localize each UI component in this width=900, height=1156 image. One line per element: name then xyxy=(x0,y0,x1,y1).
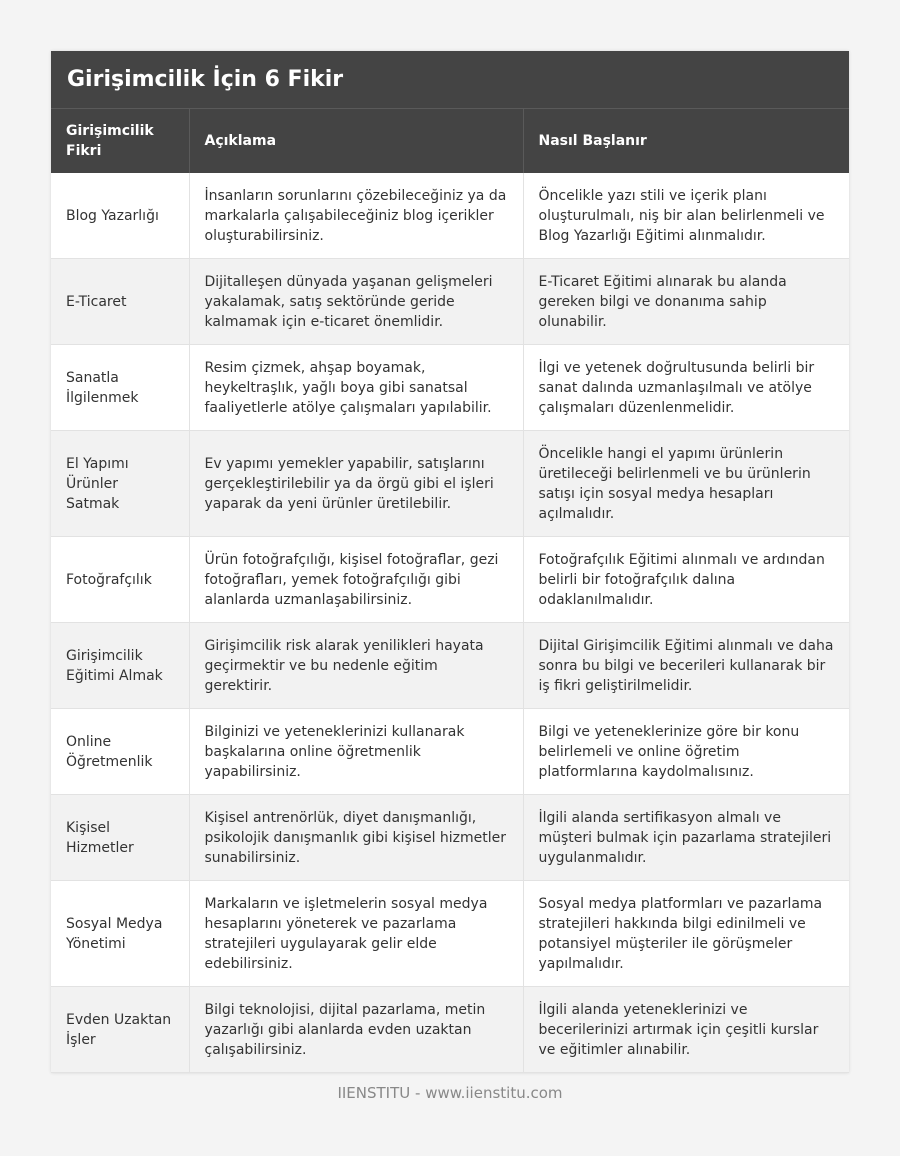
table-row xyxy=(51,881,849,987)
cell-description: Ev yapımı yemekler yapabilir, satışlarını gerçekleştirilebilir ya da örgü gibi el işleri yaparak da yeni ürünler üretilebilir. xyxy=(189,431,523,537)
cell-description: Girişimcilik risk alarak yenilikleri hayata geçirmektir ve bu nedenle eğitim gerektirir. xyxy=(189,623,523,709)
cell-description: Dijitalleşen dünyada yaşanan gelişmeleri yakalamak, satış sektöründe geride kalmamak için e-ticaret önemlidir. xyxy=(189,259,523,345)
cell-how: E-Ticaret Eğitimi alınarak bu alanda gereken bilgi ve donanıma sahip olunabilir. xyxy=(523,259,849,345)
cell-description: Bilgi teknolojisi, dijital pazarlama, metin yazarlığı gibi alanlarda evden uzaktan çalışabilirsiniz. xyxy=(189,987,523,1073)
cell-idea: Sosyal Medya Yönetimi xyxy=(51,881,189,987)
table-row xyxy=(51,259,849,345)
ideas-table-card xyxy=(51,51,849,1073)
cell-idea: E-Ticaret xyxy=(51,259,189,345)
cell-idea: Girişimcilik Eğitimi Almak xyxy=(51,623,189,709)
footer-credit: IIENSTITU - www.iienstitu.com xyxy=(337,1084,563,1102)
table-row xyxy=(51,345,849,431)
cell-how: İlgi ve yetenek doğrultusunda belirli bir sanat dalında uzmanlaşılmalı ve atölye çalışmaları düzenlenmelidir. xyxy=(523,345,849,431)
cell-how: Dijital Girişimcilik Eğitimi alınmalı ve daha sonra bu bilgi ve becerileri kullanarak bir iş fikri geliştirilmelidir. xyxy=(523,623,849,709)
cell-idea: Evden Uzaktan İşler xyxy=(51,987,189,1073)
cell-idea: Sanatla İlgilenmek xyxy=(51,345,189,431)
cell-idea: El Yapımı Ürünler Satmak xyxy=(51,431,189,537)
column-header-how: Nasıl Başlanır xyxy=(523,109,849,173)
table-header-row xyxy=(51,109,849,173)
cell-description: Ürün fotoğrafçılığı, kişisel fotoğraflar, gezi fotoğrafları, yemek fotoğrafçılığı gibi alanlarda uzmanlaşabilirsiniz. xyxy=(189,537,523,623)
cell-idea: Blog Yazarlığı xyxy=(51,173,189,259)
cell-how: Fotoğrafçılık Eğitimi alınmalı ve ardından belirli bir fotoğrafçılık dalına odaklanılmalıdır. xyxy=(523,537,849,623)
cell-idea: Fotoğrafçılık xyxy=(51,537,189,623)
cell-how: Öncelikle hangi el yapımı ürünlerin üretileceği belirlenmeli ve bu ürünlerin satışı için sosyal medya hesapları açılmalıdır. xyxy=(523,431,849,537)
table-row xyxy=(51,987,849,1073)
table-row xyxy=(51,431,849,537)
table-row xyxy=(51,709,849,795)
cell-how: İlgili alanda yeteneklerinizi ve becerilerinizi artırmak için çeşitli kurslar ve eğitimler alınabilir. xyxy=(523,987,849,1073)
table-row xyxy=(51,537,849,623)
column-header-idea: Girişimcilik Fikri xyxy=(51,109,189,173)
cell-description: İnsanların sorunlarını çözebileceğiniz ya da markalarla çalışabileceğiniz blog içerikler oluşturabilirsiniz. xyxy=(189,173,523,259)
cell-description: Bilginizi ve yeteneklerinizi kullanarak başkalarına online öğretmenlik yapabilirsiniz. xyxy=(189,709,523,795)
cell-how: Sosyal medya platformları ve pazarlama stratejileri hakkında bilgi edinilmeli ve potansiyel müşteriler ile görüşmeler yapılmalıdır. xyxy=(523,881,849,987)
cell-description: Markaların ve işletmelerin sosyal medya hesaplarını yöneterek ve pazarlama stratejileri uygulayarak gelir elde edebilirsiniz. xyxy=(189,881,523,987)
cell-how: Öncelikle yazı stili ve içerik planı oluşturulmalı, niş bir alan belirlenmeli ve Blog Yazarlığı Eğitimi alınmalıdır. xyxy=(523,173,849,259)
cell-how: Bilgi ve yeteneklerinize göre bir konu belirlemeli ve online öğretim platformlarına kaydolmalısınız. xyxy=(523,709,849,795)
table-row xyxy=(51,795,849,881)
table-title: Girişimcilik İçin 6 Fikir xyxy=(51,51,849,109)
table-row xyxy=(51,623,849,709)
cell-description: Resim çizmek, ahşap boyamak, heykeltraşlık, yağlı boya gibi sanatsal faaliyetlerle atölye çalışmaları yapılabilir. xyxy=(189,345,523,431)
cell-idea: Kişisel Hizmetler xyxy=(51,795,189,881)
column-header-description: Açıklama xyxy=(189,109,523,173)
cell-how: İlgili alanda sertifikasyon almalı ve müşteri bulmak için pazarlama stratejileri uygulanmalıdır. xyxy=(523,795,849,881)
table-row xyxy=(51,173,849,259)
ideas-table xyxy=(51,109,849,1073)
cell-description: Kişisel antrenörlük, diyet danışmanlığı, psikolojik danışmanlık gibi kişisel hizmetler sunabilirsiniz. xyxy=(189,795,523,881)
cell-idea: Online Öğretmenlik xyxy=(51,709,189,795)
